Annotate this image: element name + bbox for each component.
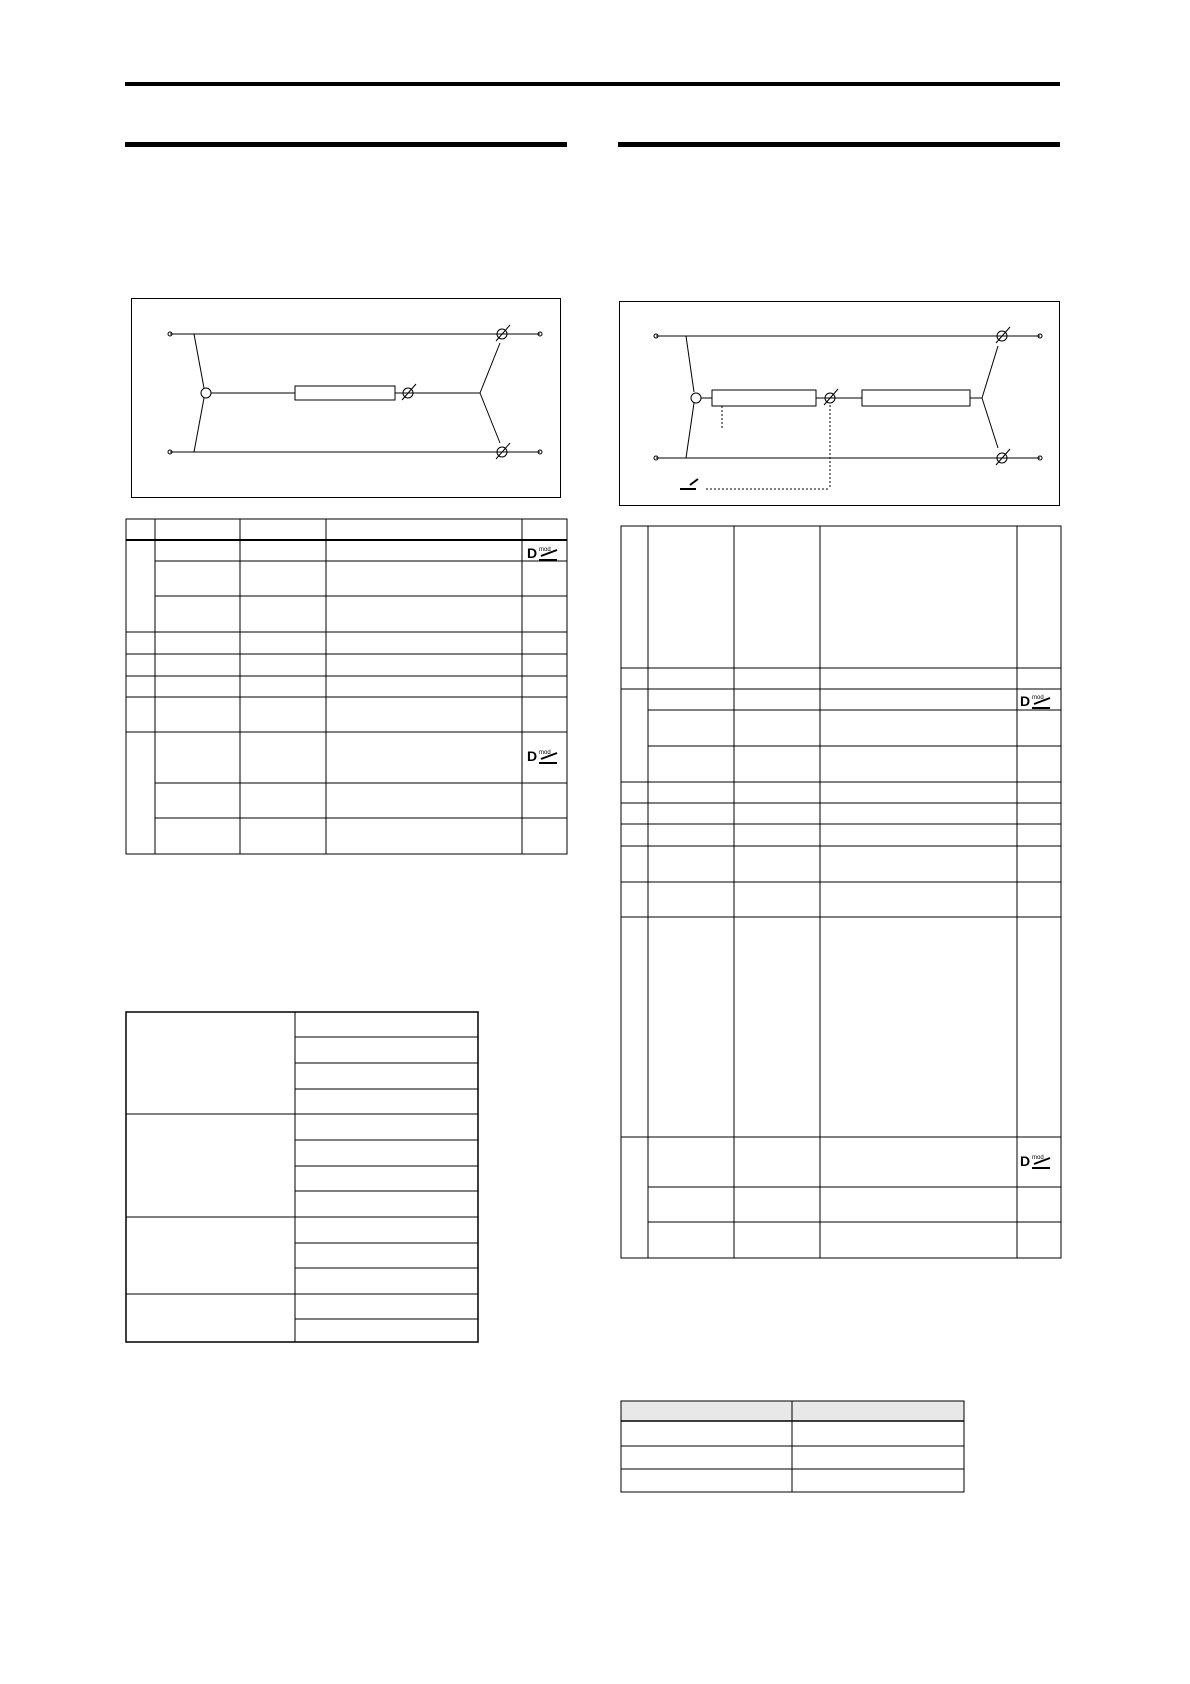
svg-text:mod: mod (1032, 695, 1044, 701)
svg-text:D: D (1020, 1153, 1031, 1169)
svg-text:mod: mod (539, 750, 551, 756)
svg-text:mod: mod (1032, 1155, 1044, 1161)
svg-text:D: D (527, 545, 538, 561)
svg-text:D: D (1020, 693, 1031, 709)
svg-text:D: D (527, 748, 538, 764)
svg-text:mod: mod (539, 547, 551, 553)
